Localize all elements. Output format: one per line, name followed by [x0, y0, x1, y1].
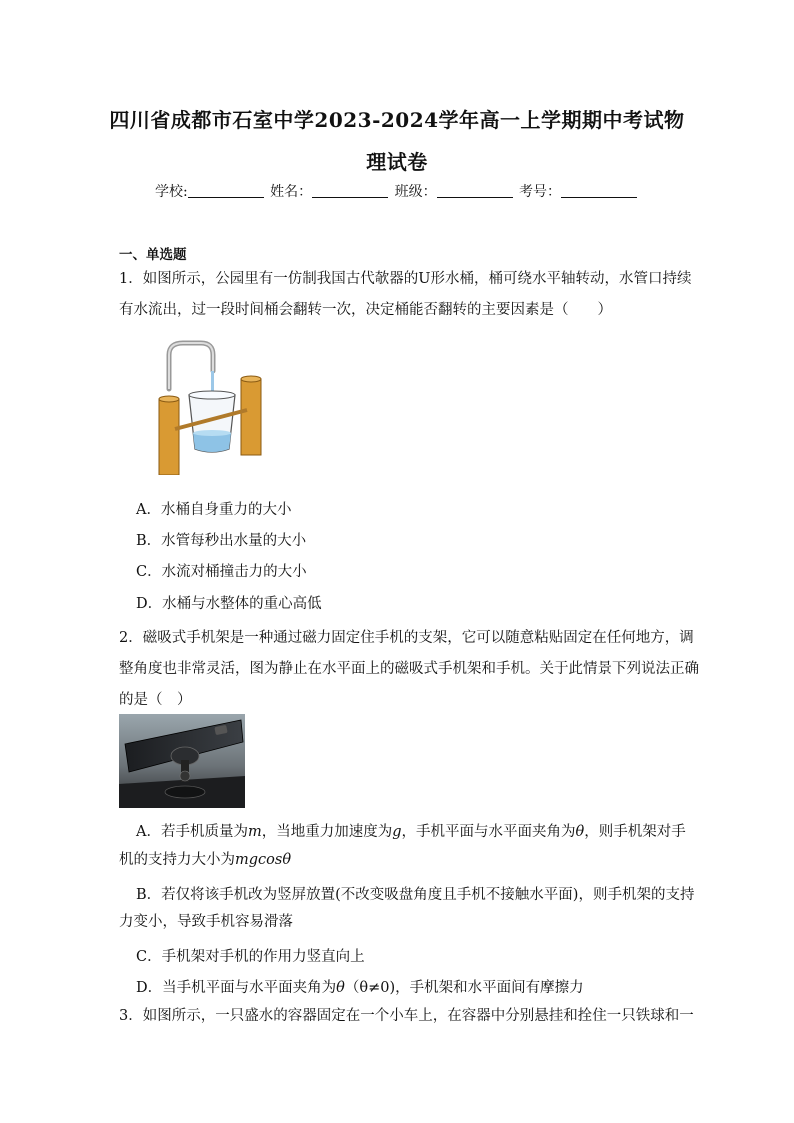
support-force-expression: mgcosθ — [235, 852, 292, 868]
mass-symbol: m — [247, 824, 262, 840]
q2-stem-line1: 2．磁吸式手机架是一种通过磁力固定住手机的支架，它可以随意粘贴固定在任何地方，调 — [119, 630, 694, 646]
q1-option-c[interactable]: C．水流对桶撞击力的大小 — [136, 564, 307, 580]
q2-d-condition: （θ≠0) — [344, 980, 396, 996]
exam-no-label: 考号： — [519, 184, 562, 200]
q2-a-line2-text: 机的支持力大小为 — [119, 852, 235, 868]
q1-option-a[interactable]: A．水桶自身重力的大小 — [136, 502, 292, 518]
q2-d-post: ，手机架和水平面间有摩擦力 — [395, 980, 584, 996]
magnetic-phone-holder-photo — [119, 714, 245, 808]
q2-stem-line3: 的是（ ） — [119, 692, 192, 708]
school-blank[interactable] — [188, 183, 264, 198]
q2-d-pre: D．当手机平面与水平面夹角为 — [136, 980, 337, 996]
exam-title-line2: 理试卷 — [366, 150, 428, 174]
q2-option-b-line1[interactable]: B．若仅将该手机改为竖屏放置(不改变吸盘角度且手机不接触水平面)，则手机架的支持 — [136, 887, 695, 903]
q2-option-d[interactable] — [136, 976, 584, 997]
angle-symbol: θ — [575, 824, 585, 840]
q1-option-b[interactable]: B．水管每秒出水量的大小 — [136, 533, 307, 549]
q1-stem-line1: 1．如图所示，公园里有一仿制我国古代欹器的U形水桶，桶可绕水平轴转动，水管口持续 — [119, 271, 692, 287]
class-label: 班级： — [394, 184, 437, 200]
section-heading: 一、单选题 — [119, 247, 187, 263]
q2-a-mid2: ，手机平面与水平面夹角为 — [401, 824, 576, 840]
name-blank[interactable] — [312, 183, 388, 198]
q2-a-post: ，则手机架对手 — [584, 824, 686, 840]
gravity-symbol: g — [392, 824, 402, 840]
class-blank[interactable] — [437, 183, 513, 198]
q2-stem-line2: 整角度也非常灵活，图为静止在水平面上的磁吸式手机架和手机。关于此情景下列说法正确 — [119, 661, 699, 677]
q2-option-a-line1[interactable] — [136, 820, 686, 841]
q3-stem-line1: 3．如图所示，一只盛水的容器固定在一个小车上，在容器中分别悬挂和拴住一只铁球和一 — [119, 1008, 694, 1024]
student-info-row — [0, 181, 794, 201]
angle-symbol: θ — [336, 980, 345, 996]
exam-no-blank[interactable] — [561, 183, 637, 198]
q2-option-a-line2 — [119, 845, 679, 876]
q1-option-d[interactable]: D．水桶与水整体的重心高低 — [136, 596, 322, 612]
exam-title-line1: 四川省成都市石室中学2023-2024学年高一上学期期中考试物 — [109, 108, 685, 132]
q2-option-c[interactable]: C．手机架对手机的作用力竖直向上 — [136, 949, 365, 965]
q2-a-pre: A．若手机质量为 — [136, 824, 248, 840]
name-label: 姓名： — [270, 184, 313, 200]
u-bucket-figure — [155, 337, 265, 475]
school-label: 学校: — [154, 184, 188, 200]
q1-stem-line2: 有水流出，过一段时间桶会翻转一次，决定桶能否翻转的主要因素是（ ） — [119, 302, 612, 318]
q2-a-mid1: ，当地重力加速度为 — [261, 824, 393, 840]
q2-option-b-line2: 力变小，导致手机容易滑落 — [119, 914, 293, 930]
